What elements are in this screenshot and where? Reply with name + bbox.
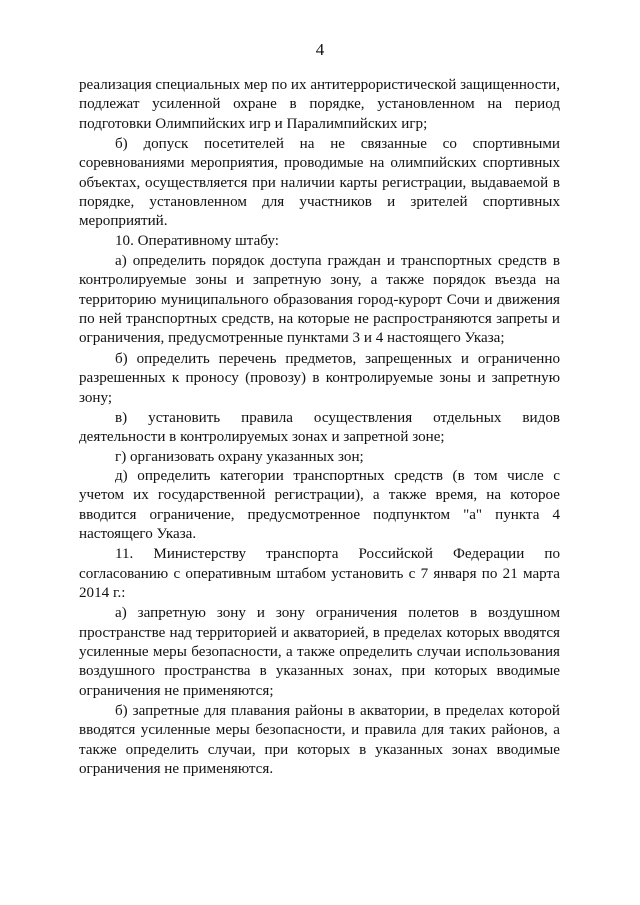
paragraph-continuation: реализация специальных мер по их антитеррористической защищенности, подлежат усиленной охране в порядке, установленном на период подготовки Олимпийских игр и Паралимпийских игр; — [79, 77, 560, 132]
document-body — [79, 76, 560, 779]
paragraph-11b: б) запретные для плавания районы в акватории, в пределах которой вводятся усиленные меры безопасности, и правила для таких районов, а также определить случаи, при которых в указанных зонах вводимые ограничения не применяются. — [79, 703, 560, 778]
paragraph-9b: б) допуск посетителей на не связанные со спортивными соревнованиями мероприятия, проводимые на олимпийских спортивных объектах, осуществляется при наличии карты регистрации, выдаваемой в порядке, установленном для участников и зрителей спортивных мероприятий. — [79, 136, 560, 230]
paragraph-10b: б) определить перечень предметов, запрещенных и ограниченно разрешенных к проносу (провозу) в контролируемые зоны и запретную зону; — [79, 350, 560, 406]
paragraph-10v: в) установить правила осуществления отдельных видов деятельности в контролируемых зонах и запретной зоне; — [79, 409, 560, 446]
paragraph-10-heading: 10. Оперативному штабу: — [115, 232, 279, 249]
paragraph-10a: а) определить порядок доступа граждан и транспортных средств в контролируемые зоны и запретную зону, а также порядок въезда на территорию муниципального образования город-курорт Сочи и движения по ней транспортных средств, на которые не распространяются запреты и ограничения, предусмотренные пунктами 3 и 4 настоящего Указа; — [79, 253, 560, 347]
paragraph-11a: а) запретную зону и зону ограничения полетов в воздушном пространстве над территорией и акваторией, в пределах которых вводятся усиленные меры безопасности, а также определить случаи использования воздушного пространства в указанных зонах, при которых вводимые ограничения не применяются; — [79, 605, 560, 699]
paragraph-11-heading: 11. Министерству транспорта Российской Федерации по согласованию с оперативным штабом установить с 7 января по 21 марта 2014 г.: — [79, 546, 560, 601]
paragraph-10g: г) организовать охрану указанных зон; — [115, 448, 364, 465]
page-number: 4 — [315, 40, 325, 59]
paragraph-10d: д) определить категории транспортных средств (в том числе с учетом их государственной регистрации), а также время, на которое вводится ограничение, предусмотренное подпунктом "а" пункта 4 настоящего Указа. — [79, 467, 560, 542]
